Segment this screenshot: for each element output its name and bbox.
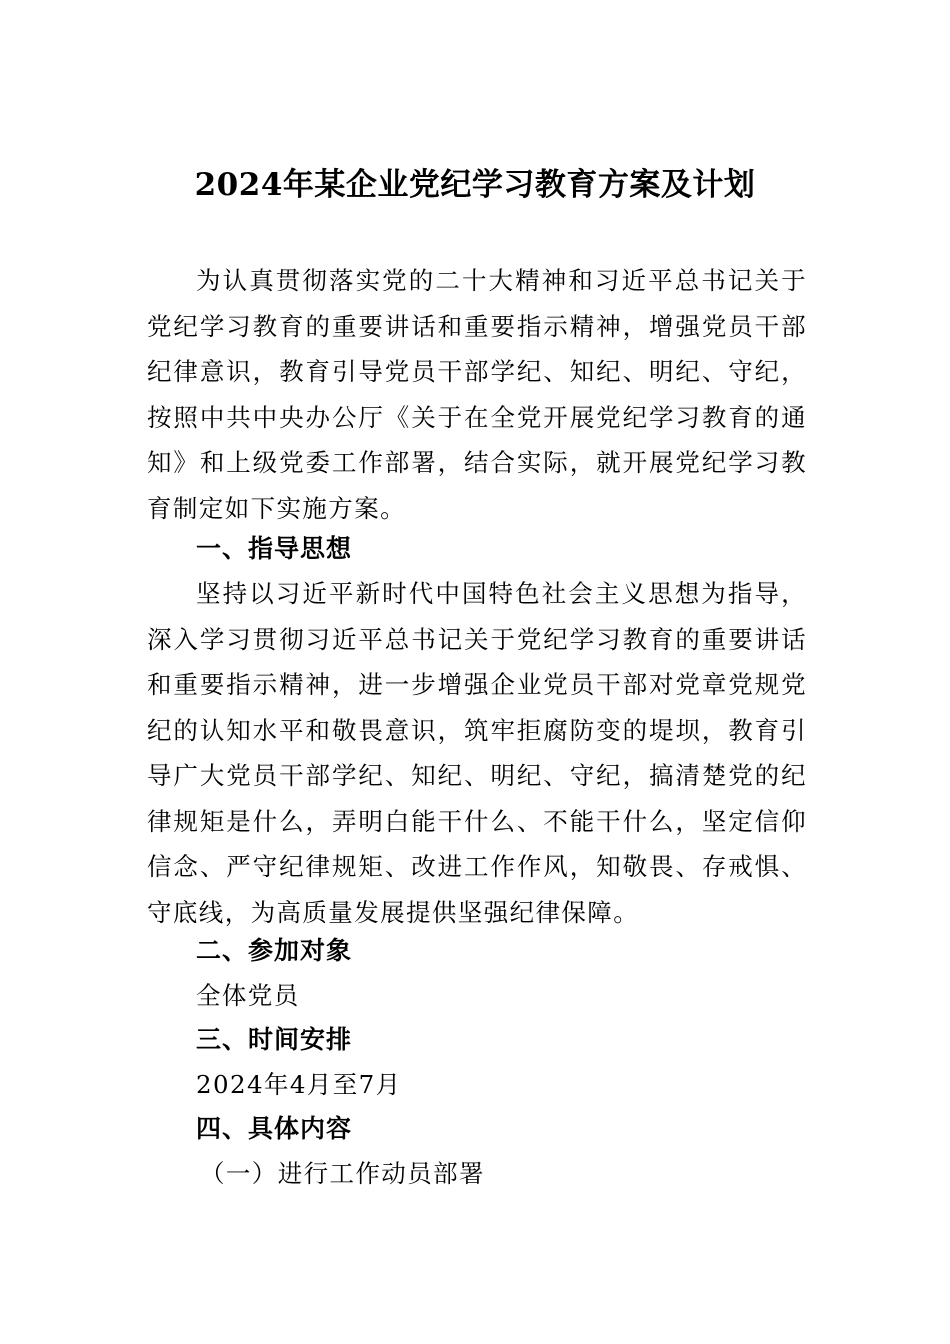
participants-text: 全体党员: [196, 981, 300, 1010]
intro-block: [147, 258, 807, 531]
guiding-thought-block: [147, 571, 807, 935]
document-title: 2024年某企业党纪学习教育方案及计划: [194, 167, 756, 203]
section-heading-content: 四、具体内容: [196, 1114, 353, 1143]
schedule-text: 2024年4月至7月: [196, 1070, 402, 1099]
guiding-thought-paragraph: 坚持以习近平新时代中国特色社会主义思想为指导，深入学习贯彻习近平总书记关于党纪学习教育的重要讲话和重要指示精神，进一步增强企业党员干部对党章党规党纪的认知水平和敬畏意识，筑牢拒腐防变的堤坝，教育引导广大党员干部学纪、知纪、明纪、守纪，搞清楚党的纪律规矩是什么，弄明白能干什么、不能干什么，坚定信仰信念、严守纪律规矩、改进工作作风，知敬畏、存戒惧、守底线，为高质量发展提供坚强纪律保障。: [147, 579, 807, 927]
content-subheading: （一）进行工作动员部署: [200, 1159, 485, 1188]
section-heading-participants: 二、参加对象: [196, 936, 353, 965]
section-heading-schedule: 三、时间安排: [196, 1025, 353, 1054]
intro-paragraph: 为认真贯彻落实党的二十大精神和习近平总书记关于党纪学习教育的重要讲话和重要指示精神，增强党员干部纪律意识，教育引导党员干部学纪、知纪、明纪、守纪，按照中共中央办公厅《关于在全党开展党纪学习教育的通知》和上级党委工作部署，结合实际，就开展党纪学习教育制定如下实施方案。: [147, 266, 807, 523]
section-heading-guiding-thought: 一、指导思想: [196, 534, 353, 563]
